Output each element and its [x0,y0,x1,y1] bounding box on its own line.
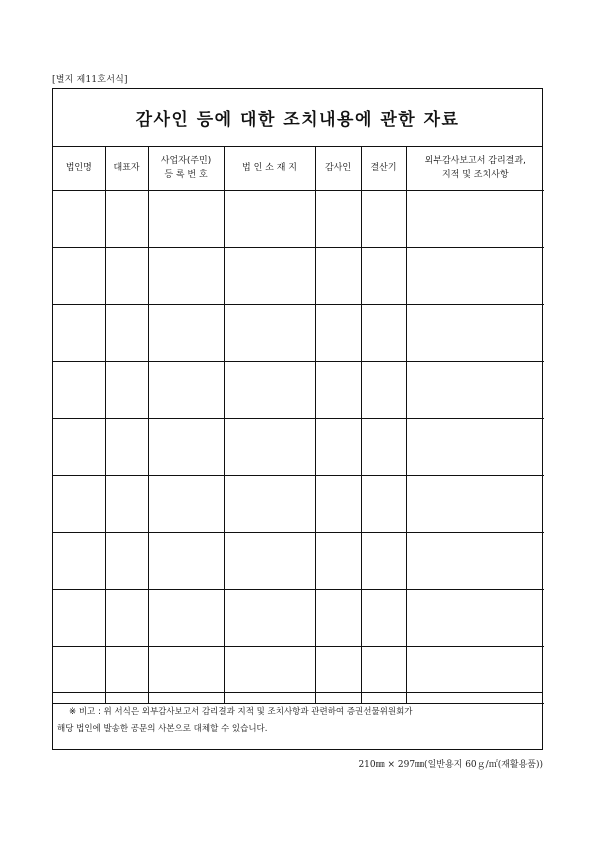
column-header-fiscal-period [361,147,406,191]
cell-registration-number[interactable] [148,590,224,647]
form-number-label: [별지 제11호서식] [52,75,128,85]
cell-representative[interactable] [105,191,148,248]
cell-registration-number[interactable] [148,362,224,419]
cell-fiscal-period[interactable] [361,476,406,533]
column-header-registration-number-line2: 등 록 번 호 [164,169,208,180]
column-header-address-text: 법 인 소 재 지 [242,162,297,173]
cell-auditor[interactable] [315,533,361,590]
cell-audit-findings[interactable] [406,476,544,533]
cell-company-name[interactable] [53,305,105,362]
cell-fiscal-period[interactable] [361,419,406,476]
cell-company-name[interactable] [53,533,105,590]
cell-registration-number[interactable] [148,248,224,305]
cell-fiscal-period[interactable] [361,362,406,419]
cell-audit-findings[interactable] [406,533,544,590]
cell-auditor[interactable] [315,476,361,533]
cell-company-name[interactable] [53,476,105,533]
column-header-audit-findings-line2: 지적 및 조치사항 [441,169,509,180]
cell-audit-findings[interactable] [406,305,544,362]
cell-representative[interactable] [105,476,148,533]
table-row [53,590,544,647]
remarks-note-line1: ※ 비고 : 위 서식은 외부감사보고서 감리결과 지적 및 조치사항과 관련하여 증권선물위원회가 [69,707,413,717]
cell-representative[interactable] [105,419,148,476]
cell-auditor[interactable] [315,191,361,248]
table-row [53,248,544,305]
cell-fiscal-period[interactable] [361,305,406,362]
column-header-representative [105,147,148,191]
cell-auditor[interactable] [315,305,361,362]
cell-registration-number[interactable] [148,533,224,590]
cell-audit-findings[interactable] [406,590,544,647]
column-header-representative-text: 대표자 [113,162,140,173]
remarks-note [53,692,542,749]
table-row [53,419,544,476]
cell-fiscal-period[interactable] [361,533,406,590]
form-sheet [52,88,543,750]
cell-registration-number[interactable] [148,476,224,533]
cell-fiscal-period[interactable] [361,248,406,305]
cell-company-name[interactable] [53,419,105,476]
cell-representative[interactable] [105,590,148,647]
column-header-company-name-text: 법인명 [65,162,92,173]
cell-representative[interactable] [105,305,148,362]
cell-registration-number[interactable] [148,191,224,248]
cell-audit-findings[interactable] [406,248,544,305]
cell-audit-findings[interactable] [406,419,544,476]
cell-address[interactable] [224,419,315,476]
form-title: 감사인 등에 대한 조치내용에 관한 자료 [135,110,460,130]
cell-auditor[interactable] [315,248,361,305]
table-row [53,533,544,590]
records-table [53,147,544,704]
cell-fiscal-period[interactable] [361,590,406,647]
cell-company-name[interactable] [53,362,105,419]
column-header-auditor-text: 감사인 [324,162,352,173]
table-row [53,362,544,419]
cell-company-name[interactable] [53,590,105,647]
cell-address[interactable] [224,248,315,305]
cell-address[interactable] [224,305,315,362]
cell-address[interactable] [224,590,315,647]
cell-audit-findings[interactable] [406,191,544,248]
cell-address[interactable] [224,533,315,590]
cell-fiscal-period[interactable] [361,191,406,248]
cell-company-name[interactable] [53,248,105,305]
column-header-audit-findings [406,147,544,191]
cell-auditor[interactable] [315,590,361,647]
cell-company-name[interactable] [53,191,105,248]
cell-representative[interactable] [105,248,148,305]
column-header-fiscal-period-text: 결산기 [370,162,397,173]
column-header-registration-number-line1: 사업자(주민) [160,155,212,166]
title-band [53,89,542,147]
cell-address[interactable] [224,476,315,533]
table-row [53,305,544,362]
records-table-body [53,191,544,704]
cell-registration-number[interactable] [148,419,224,476]
cell-auditor[interactable] [315,362,361,419]
table-row [53,476,544,533]
cell-address[interactable] [224,191,315,248]
cell-audit-findings[interactable] [406,362,544,419]
paper-spec-label: 210㎜ × 297㎜(일반용지 60ｇ/㎡(재활용품)) [358,760,543,770]
column-header-company-name [53,147,105,191]
table-row [53,191,544,248]
cell-address[interactable] [224,362,315,419]
column-header-address [224,147,315,191]
remarks-note-line2: 해당 법인에 발송한 공문의 사본으로 대체할 수 있습니다. [57,724,268,735]
cell-registration-number[interactable] [148,305,224,362]
column-header-auditor [315,147,361,191]
cell-representative[interactable] [105,362,148,419]
column-header-audit-findings-line1: 외부감사보고서 감리결과, [424,155,526,166]
cell-auditor[interactable] [315,419,361,476]
column-header-registration-number [148,147,224,191]
cell-representative[interactable] [105,533,148,590]
header-row [53,147,544,191]
